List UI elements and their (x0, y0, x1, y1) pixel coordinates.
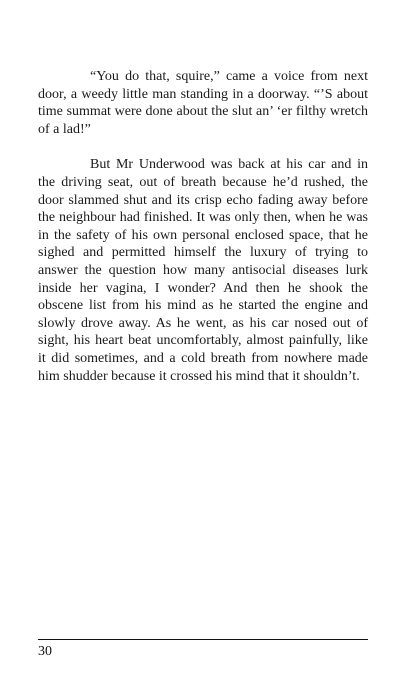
body-text (38, 68, 368, 403)
paragraph: “You do that, squire,” came a voice from next door, a weedy little man standing in a doorway. “’S about time summat were done about the slut an’ ‘er filthy wretch of a lad!” (38, 69, 368, 137)
footer-divider (38, 639, 368, 640)
page-number: 30 (38, 644, 52, 659)
paragraph: But Mr Underwood was back at his car and in the driving seat, out of breath because he’d rushed, the door slammed shut and its crisp echo fading away before the neighbour had finished. It was only then, when he was in the safety of his own personal enclosed space, that he sighed and permitted himself the luxury of trying to answer the question how many antisocial diseases lurk inside her vagina, I wonder? And then he shook the obscene list from his mind as he started the engine and slowly drove away. As he went, as his car nosed out of sight, his heart beat uncomfortably, almost painfully, like it did sometimes, and a cold breath from nowhere made him shudder because it crossed his mind that it shouldn’t. (38, 157, 368, 384)
